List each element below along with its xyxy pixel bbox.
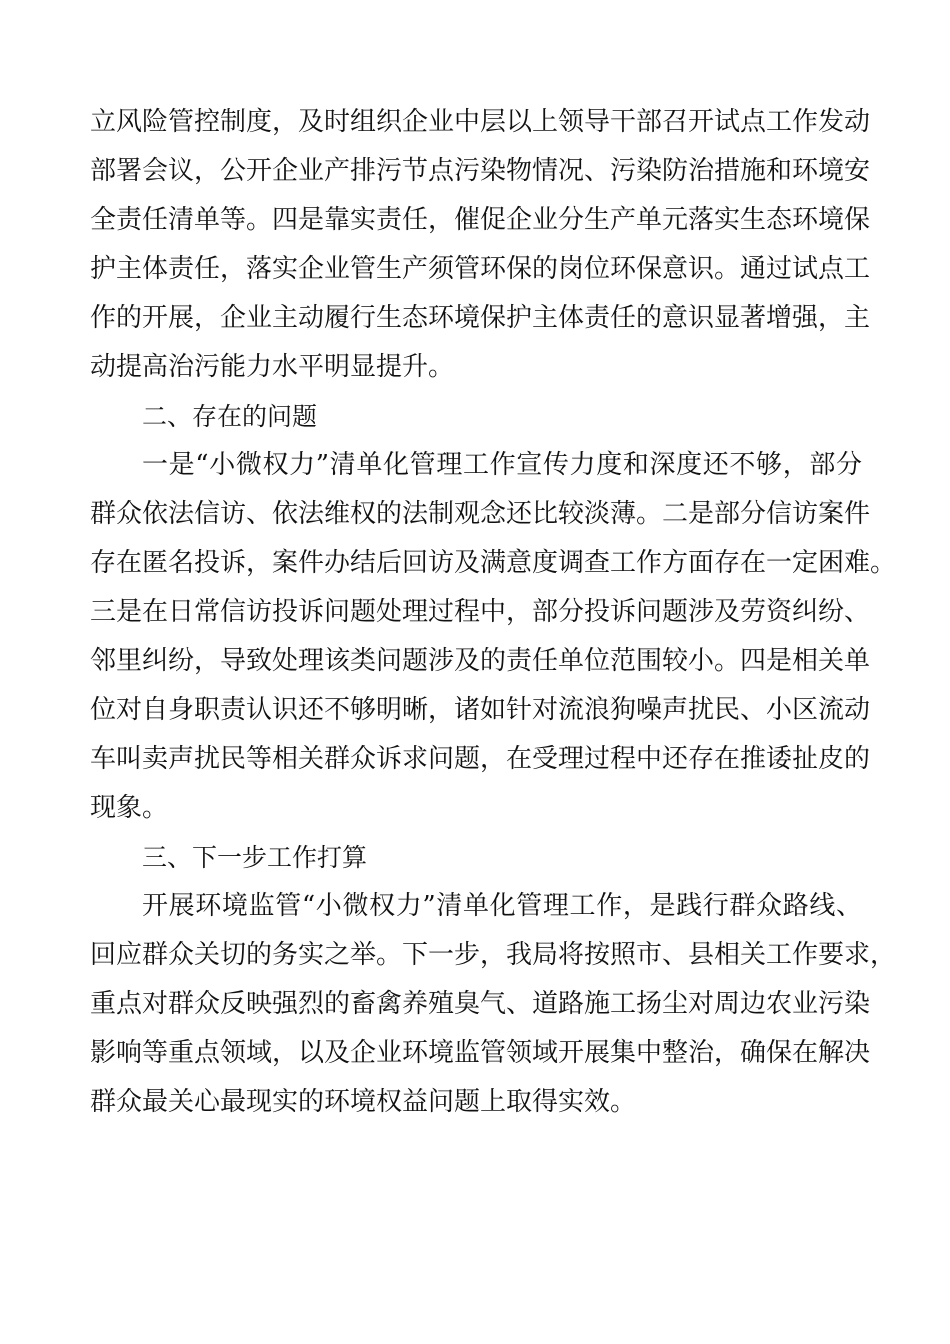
text-line: 作的开展，企业主动履行生态环境保护主体责任的意识显著增强，主 <box>90 303 871 333</box>
text-line: 一是“小微权力”清单化管理工作宣传力度和深度还不够，部分 <box>142 450 862 480</box>
text-line: 立风险管控制度，及时组织企业中层以上领导干部召开试点工作发动 <box>90 107 871 137</box>
section-heading-problems: 二、存在的问题 <box>142 402 318 431</box>
paragraph-problems <box>90 441 897 833</box>
text-line: 现象。 <box>90 793 169 823</box>
section-heading-next-steps: 三、下一步工作打算 <box>142 843 368 872</box>
text-line: 影响等重点领域，以及企业环境监管领域开展集中整治，确保在解决 <box>90 1038 871 1068</box>
text-line: 存在匿名投诉，案件办结后回访及满意度调查工作方面存在一定困难。 <box>90 548 897 578</box>
text-line: 三是在日常信访投诉问题处理过程中，部分投诉问题涉及劳资纠纷、 <box>90 597 871 627</box>
text-line: 位对自身职责认识还不够明晰，诸如针对流浪狗噪声扰民、小区流动 <box>90 695 871 725</box>
text-line: 群众最关心最现实的环境权益问题上取得实效。 <box>90 1087 637 1117</box>
text-line: 回应群众关切的务实之举。下一步，我局将按照市、县相关工作要求， <box>90 940 897 970</box>
text-line: 邻里纠纷，导致处理该类问题涉及的责任单位范围较小。四是相关单 <box>90 646 871 676</box>
text-line: 动提高治污能力水平明显提升。 <box>90 352 455 382</box>
text-line: 全责任清单等。四是靠实责任，催促企业分生产单元落实生态环境保 <box>90 205 871 235</box>
text-line: 重点对群众反映强烈的畜禽养殖臭气、道路施工扬尘对周边农业污染 <box>90 989 871 1019</box>
text-line: 群众依法信访、依法维权的法制观念还比较淡薄。二是部分信访案件 <box>90 499 871 529</box>
paragraph-risk-control <box>90 98 871 392</box>
text-line: 车叫卖声扰民等相关群众诉求问题，在受理过程中还存在推诿扯皮的 <box>90 744 871 774</box>
text-line: 开展环境监管“小微权力”清单化管理工作，是践行群众路线、 <box>142 891 862 921</box>
paragraph-next-steps <box>90 882 897 1127</box>
text-line: 护主体责任，落实企业管生产须管环保的岗位环保意识。通过试点工 <box>90 254 871 284</box>
text-line: 部署会议，公开企业产排污节点污染物情况、污染防治措施和环境安 <box>90 156 871 186</box>
document-body <box>90 98 897 1127</box>
